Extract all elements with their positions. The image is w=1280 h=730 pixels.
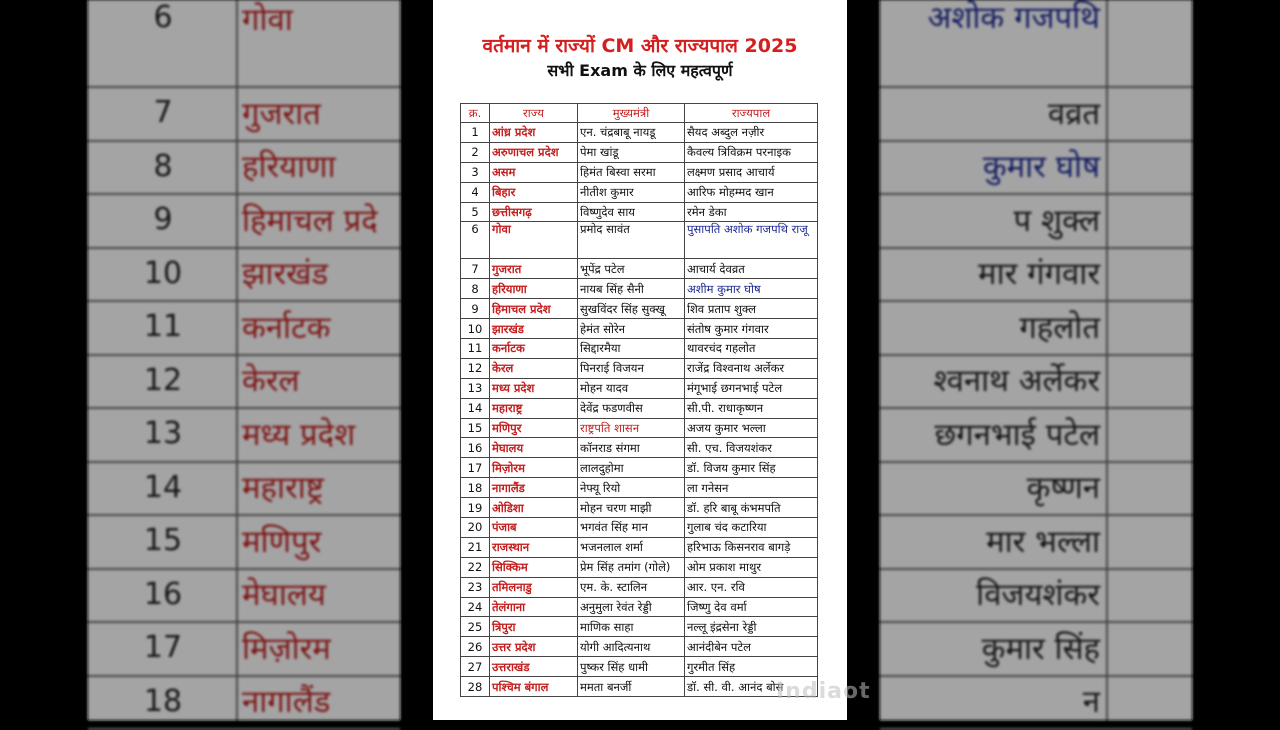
table-row (461, 202, 818, 222)
table-row (461, 677, 818, 697)
chief-minister-cell: मोहन यादव (578, 378, 685, 398)
chief-minister-cell: माणिक साहा (578, 617, 685, 637)
background-state: गुजरात (242, 86, 321, 140)
governor-cell: थावरचंद गहलोत (685, 339, 818, 359)
table-row (461, 617, 818, 637)
chief-minister-cell: राष्ट्रपति शासन (578, 418, 685, 438)
serial-cell: 11 (461, 339, 490, 359)
state-cell: नागालैंड (490, 478, 578, 498)
background-row (880, 407, 1192, 463)
governor-cell: डॉ. विजय कुमार सिंह (685, 458, 818, 478)
background-row (880, 675, 1192, 730)
table-row (461, 222, 818, 259)
chief-minister-cell: एन. चंद्रबाबू नायडू (578, 123, 685, 143)
background-governor: कृष्णन (1027, 461, 1100, 515)
background-serial: 13 (88, 407, 238, 461)
background-row (88, 193, 400, 249)
serial-cell: 7 (461, 259, 490, 279)
background-governor: कुमार घोष (983, 140, 1100, 194)
background-row (880, 621, 1192, 677)
background-row (88, 675, 400, 730)
serial-cell: 6 (461, 222, 490, 259)
background-row (88, 354, 400, 410)
serial-cell: 5 (461, 202, 490, 222)
background-governor: श्वनाथ अर्लेकर (934, 354, 1101, 408)
serial-cell: 8 (461, 279, 490, 299)
governor-cell: जिष्णु देव वर्मा (685, 597, 818, 617)
serial-cell: 1 (461, 123, 490, 143)
governor-cell: राजेंद्र विश्वनाथ अर्लेकर (685, 358, 818, 378)
background-serial: 15 (88, 514, 238, 568)
background-left-panel (88, 0, 400, 720)
background-row (88, 568, 400, 624)
table-row (461, 458, 818, 478)
chief-minister-cell: प्रेम सिंह तमांग (गोले) (578, 557, 685, 577)
table-row (461, 142, 818, 162)
chief-minister-cell: पेमा खांडू (578, 142, 685, 162)
state-cell: हरियाणा (490, 279, 578, 299)
serial-cell: 2 (461, 142, 490, 162)
table-row (461, 319, 818, 339)
table-row (461, 339, 818, 359)
chief-minister-cell: एम. के. स्टालिन (578, 577, 685, 597)
document-title: वर्तमान में राज्यों CM और राज्यपाल 2025 (433, 32, 847, 58)
background-governor: विजयशंकर (976, 568, 1100, 622)
table-row (461, 498, 818, 518)
chief-minister-cell: भूपेंद्र पटेल (578, 259, 685, 279)
table-row (461, 398, 818, 418)
background-state: मध्य प्रदेश (242, 407, 355, 461)
header-chief-minister: मुख्यमंत्री (578, 104, 685, 123)
background-row (88, 407, 400, 463)
background-row (880, 193, 1192, 249)
background-row (88, 0, 400, 88)
background-row (880, 0, 1192, 88)
state-cell: हिमाचल प्रदेश (490, 299, 578, 319)
chief-minister-cell: पिनराई विजयन (578, 358, 685, 378)
governor-cell: सी.पी. राधाकृष्णन (685, 398, 818, 418)
table-row (461, 478, 818, 498)
background-governor: गहलोत (1019, 300, 1100, 354)
state-cell: आंध्र प्रदेश (490, 123, 578, 143)
table-row (461, 378, 818, 398)
governor-cell: अजय कुमार भल्ला (685, 418, 818, 438)
state-cell: मध्य प्रदेश (490, 378, 578, 398)
background-row (88, 247, 400, 303)
background-state: हिमाचल प्रदे (242, 193, 378, 247)
governor-cell: डॉ. सी. वी. आनंद बोस (685, 677, 818, 697)
table-row (461, 418, 818, 438)
state-cell: गुजरात (490, 259, 578, 279)
chief-minister-cell: पुष्कर सिंह धामी (578, 657, 685, 677)
background-row (88, 86, 400, 142)
serial-cell: 17 (461, 458, 490, 478)
background-row (880, 354, 1192, 410)
governor-cell: डॉ. हरि बाबू कंभमपति (685, 498, 818, 518)
table-row (461, 657, 818, 677)
background-row (880, 461, 1192, 517)
serial-cell: 25 (461, 617, 490, 637)
governor-cell: अशीम कुमार घोष (685, 279, 818, 299)
background-state: नागालैंड (242, 675, 330, 729)
header-serial: क्र. (461, 104, 490, 123)
background-governor: कुमार सिंह (982, 621, 1100, 675)
background-serial: 10 (88, 247, 238, 301)
state-cell: त्रिपुरा (490, 617, 578, 637)
state-cell: केरल (490, 358, 578, 378)
background-governor: अशोक गजपथि (928, 0, 1100, 86)
serial-cell: 9 (461, 299, 490, 319)
state-cell: पंजाब (490, 518, 578, 538)
serial-cell: 10 (461, 319, 490, 339)
governor-cell: शिव प्रताप शुक्ल (685, 299, 818, 319)
table-row (461, 438, 818, 458)
chief-minister-cell: सुखविंदर सिंह सुक्खू (578, 299, 685, 319)
governor-cell: रमेन डेका (685, 202, 818, 222)
header-governor: राज्यपाल (685, 104, 818, 123)
table-row (461, 358, 818, 378)
table-header-row (461, 104, 818, 123)
serial-cell: 27 (461, 657, 490, 677)
background-serial: 17 (88, 621, 238, 675)
background-row (88, 621, 400, 677)
table-row (461, 557, 818, 577)
background-row (880, 86, 1192, 142)
state-cell: कर्नाटक (490, 339, 578, 359)
governor-cell: गुलाब चंद कटारिया (685, 518, 818, 538)
background-governor: न (1083, 675, 1100, 729)
background-serial: 16 (88, 568, 238, 622)
serial-cell: 14 (461, 398, 490, 418)
background-state: मिज़ोरम (242, 621, 331, 675)
serial-cell: 19 (461, 498, 490, 518)
governor-cell: आर. एन. रवि (685, 577, 818, 597)
background-state: केरल (242, 354, 300, 408)
serial-cell: 21 (461, 537, 490, 557)
table-row (461, 182, 818, 202)
background-serial: 12 (88, 354, 238, 408)
state-cell: असम (490, 162, 578, 182)
background-serial: 8 (88, 140, 238, 194)
chief-minister-cell: हिमंत बिस्वा सरमा (578, 162, 685, 182)
serial-cell: 12 (461, 358, 490, 378)
chief-minister-cell: नीतीश कुमार (578, 182, 685, 202)
background-state: गोवा (242, 0, 293, 86)
serial-cell: 22 (461, 557, 490, 577)
chief-minister-cell: विष्णुदेव साय (578, 202, 685, 222)
chief-minister-cell: योगी आदित्यनाथ (578, 637, 685, 657)
chief-minister-cell: हेमंत सोरेन (578, 319, 685, 339)
governor-cell: कैवल्य त्रिविक्रम परनाइक (685, 142, 818, 162)
table-row (461, 637, 818, 657)
state-cell: अरुणाचल प्रदेश (490, 142, 578, 162)
background-row (88, 300, 400, 356)
serial-cell: 4 (461, 182, 490, 202)
serial-cell: 18 (461, 478, 490, 498)
serial-cell: 24 (461, 597, 490, 617)
serial-cell: 13 (461, 378, 490, 398)
background-row (88, 514, 400, 570)
chief-minister-cell: देवेंद्र फडणवीस (578, 398, 685, 418)
governor-cell: ला गनेसन (685, 478, 818, 498)
governor-cell: मंगूभाई छगनभाई पटेल (685, 378, 818, 398)
governor-cell: आनंदीबेन पटेल (685, 637, 818, 657)
serial-cell: 26 (461, 637, 490, 657)
table-row (461, 537, 818, 557)
background-serial: 9 (88, 193, 238, 247)
background-right-panel (880, 0, 1192, 720)
chief-minister-cell: भगवंत सिंह मान (578, 518, 685, 538)
serial-cell: 23 (461, 577, 490, 597)
background-state: झारखंड (242, 247, 328, 301)
state-cell: उत्तर प्रदेश (490, 637, 578, 657)
state-cell: उत्तराखंड (490, 657, 578, 677)
state-cell: महाराष्ट्र (490, 398, 578, 418)
background-serial: 14 (88, 461, 238, 515)
chief-minister-cell: कॉनराड संगमा (578, 438, 685, 458)
background-row (880, 300, 1192, 356)
state-cell: मेघालय (490, 438, 578, 458)
background-serial: 11 (88, 300, 238, 354)
serial-cell: 15 (461, 418, 490, 438)
background-governor: प शुक्ल (1014, 193, 1100, 247)
governor-cell: संतोष कुमार गंगवार (685, 319, 818, 339)
table-row (461, 577, 818, 597)
background-serial: 7 (88, 86, 238, 140)
governor-cell: आचार्य देवव्रत (685, 259, 818, 279)
chief-minister-cell: मोहन चरण माझी (578, 498, 685, 518)
table-row (461, 299, 818, 319)
header-state: राज्य (490, 104, 578, 123)
background-governor: मार भल्ला (986, 514, 1100, 568)
state-cell: छत्तीसगढ़ (490, 202, 578, 222)
state-cell: ओडिशा (490, 498, 578, 518)
background-state: महाराष्ट्र (242, 461, 324, 515)
chief-minister-cell: नायब सिंह सैनी (578, 279, 685, 299)
document-subtitle: सभी Exam के लिए महत्वपूर्ण (433, 59, 847, 81)
governor-cell: पुसापति अशोक गजपथि राजू (685, 222, 818, 259)
background-row (88, 461, 400, 517)
document-page (433, 0, 847, 720)
background-row (88, 140, 400, 196)
state-cell: मिज़ोरम (490, 458, 578, 478)
table-row (461, 279, 818, 299)
background-serial: 6 (88, 0, 238, 86)
chief-minister-cell: प्रमोद सावंत (578, 222, 685, 259)
state-cell: तेलंगाना (490, 597, 578, 617)
state-cell: झारखंड (490, 319, 578, 339)
table-row (461, 123, 818, 143)
table-row (461, 162, 818, 182)
watermark: Indiaot (776, 679, 871, 704)
background-governor: मार गंगवार (978, 247, 1100, 301)
background-state: हरियाणा (242, 140, 336, 194)
table-row (461, 518, 818, 538)
chief-minister-cell: अनुमुला रेवंत रेड्डी (578, 597, 685, 617)
serial-cell: 16 (461, 438, 490, 458)
background-governor: छगनभाई पटेल (934, 407, 1100, 461)
background-governor: वव्रत (1048, 86, 1100, 140)
serial-cell: 20 (461, 518, 490, 538)
chief-minister-cell: भजनलाल शर्मा (578, 537, 685, 557)
background-row (880, 514, 1192, 570)
background-row (880, 568, 1192, 624)
chief-minister-cell: नेफ्यू रियो (578, 478, 685, 498)
governor-cell: हरिभाऊ किसनराव बागड़े (685, 537, 818, 557)
background-state: कर्नाटक (242, 300, 330, 354)
state-cell: पश्चिम बंगाल (490, 677, 578, 697)
serial-cell: 3 (461, 162, 490, 182)
state-cell: मणिपुर (490, 418, 578, 438)
cm-governor-table (460, 103, 818, 697)
background-row (880, 140, 1192, 196)
state-cell: सिक्किम (490, 557, 578, 577)
governor-cell: गुरमीत सिंह (685, 657, 818, 677)
chief-minister-cell: लालदुहोमा (578, 458, 685, 478)
governor-cell: सी. एच. विजयशंकर (685, 438, 818, 458)
state-cell: बिहार (490, 182, 578, 202)
table-row (461, 259, 818, 279)
background-state: मेघालय (242, 568, 326, 622)
state-cell: तमिलनाडु (490, 577, 578, 597)
background-state: मणिपुर (242, 514, 321, 568)
state-cell: राजस्थान (490, 537, 578, 557)
governor-cell: नल्लू इंद्रसेना रेड्डी (685, 617, 818, 637)
governor-cell: आरिफ मोहम्मद खान (685, 182, 818, 202)
governor-cell: सैयद अब्दुल नज़ीर (685, 123, 818, 143)
state-cell: गोवा (490, 222, 578, 259)
background-serial: 18 (88, 675, 238, 729)
governor-cell: लक्ष्मण प्रसाद आचार्य (685, 162, 818, 182)
governor-cell: ओम प्रकाश माथुर (685, 557, 818, 577)
chief-minister-cell: सिद्दारमैया (578, 339, 685, 359)
serial-cell: 28 (461, 677, 490, 697)
table-row (461, 597, 818, 617)
chief-minister-cell: ममता बनर्जी (578, 677, 685, 697)
background-row (880, 247, 1192, 303)
